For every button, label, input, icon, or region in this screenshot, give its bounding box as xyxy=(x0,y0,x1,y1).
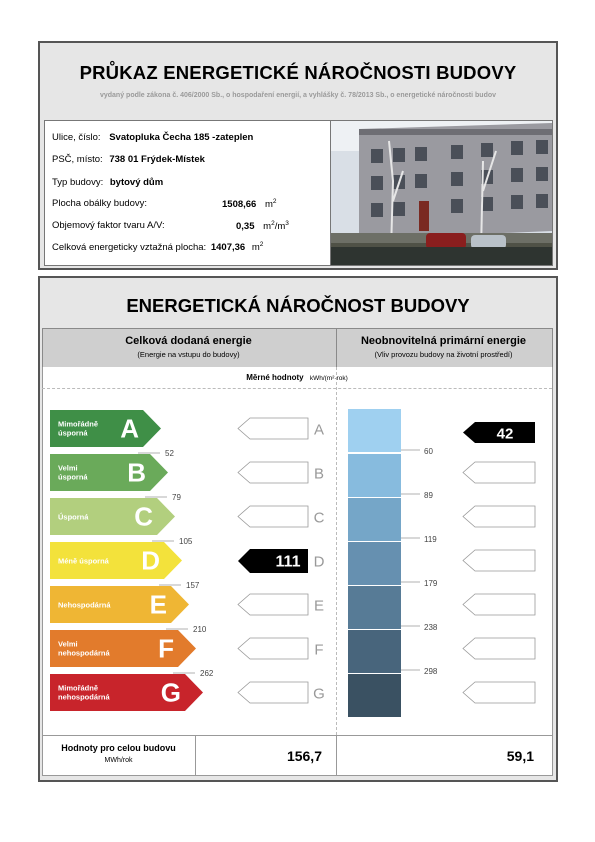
type-value: bytový dům xyxy=(109,177,164,188)
right-column-subtitle: (Vliv provozu budovy na životní prostředí) xyxy=(374,350,513,359)
primary-scale-block-a xyxy=(348,409,401,452)
psc-label: PSČ, místo: xyxy=(52,154,103,165)
right-column-title: Neobnovitelná primární energie xyxy=(360,335,527,347)
footer-right-value: 59,1 xyxy=(506,748,534,764)
class-band-label2-b: úsporná xyxy=(58,472,88,482)
right-empty-arrow-e xyxy=(463,594,535,615)
class-band-label2-a: úsporná xyxy=(58,428,88,438)
type-label: Typ budovy: xyxy=(52,177,104,188)
class-band-letter-d: D xyxy=(141,545,160,576)
class-band-label-a: Mimořádně xyxy=(58,419,99,429)
left-rating-value: 111 xyxy=(275,553,301,571)
primary-scale-block-f xyxy=(348,630,401,673)
class-band-letter-a: A xyxy=(120,413,139,444)
primary-scale-block-g xyxy=(348,674,401,717)
area-unit: m xyxy=(251,242,260,254)
right-tick-b: 89 xyxy=(424,491,433,500)
class-band-letter-g: G xyxy=(160,677,181,708)
street-value: Svatopluka Čecha 185 -zateplen xyxy=(109,132,254,143)
right-tick-e: 238 xyxy=(424,623,438,632)
envelope-unit: m xyxy=(264,199,273,211)
area-value: 1407,36 xyxy=(210,242,246,254)
primary-scale-block-c xyxy=(348,498,401,541)
class-band-label-b: Velmi xyxy=(58,463,78,473)
envelope-label: Plocha obálky budovy: xyxy=(52,198,148,209)
class-band-letter-b: B xyxy=(127,457,146,488)
left-column-title: Celková dodaná energie xyxy=(125,335,252,347)
primary-scale-block-d xyxy=(348,542,401,585)
main-title: ENERGETICKÁ NÁROČNOST BUDOVY xyxy=(126,295,470,316)
footer-left-value: 156,7 xyxy=(286,748,322,764)
left-grey-letter-a: A xyxy=(313,421,325,439)
right-empty-arrow-b xyxy=(463,462,535,483)
left-tick-d: 157 xyxy=(186,581,200,590)
envelope-value: 1508,66 xyxy=(222,199,257,211)
left-empty-arrow-a xyxy=(238,418,308,439)
page-subtitle: vydaný podle zákona č. 406/2000 Sb., o hospodaření energií, a vyhlášky č. 78/2013 Sb., o energetické náročnosti budov xyxy=(99,92,497,99)
left-column-subtitle: (Energie na vstupu do budovy) xyxy=(137,350,240,359)
class-band-label-e: Nehospodárná xyxy=(58,600,111,610)
left-grey-letter-b: B xyxy=(313,465,325,483)
primary-scale-block-b xyxy=(348,454,401,497)
left-empty-arrow-b xyxy=(238,462,308,483)
left-empty-arrow-g xyxy=(238,682,308,703)
right-rating-value: 42 xyxy=(496,425,514,443)
class-band-letter-f: F xyxy=(158,633,174,664)
shape-unit: m xyxy=(263,221,272,233)
class-band-label-d: Méně úsporná xyxy=(58,556,109,566)
area-label: Celková energeticky vztažná plocha: xyxy=(52,242,207,254)
left-empty-arrow-c xyxy=(238,506,308,527)
right-empty-arrow-c xyxy=(463,506,535,527)
left-grey-letter-e: E xyxy=(313,597,325,615)
left-empty-arrow-e xyxy=(238,594,308,615)
shape-value: 0,35 xyxy=(236,221,255,233)
class-band-letter-e: E xyxy=(149,589,167,620)
shape-label: Objemový faktor tvaru A/V: xyxy=(52,220,165,231)
right-tick-a: 60 xyxy=(424,447,433,456)
class-band-letter-c: C xyxy=(134,501,153,532)
left-tick-c: 105 xyxy=(179,537,193,546)
right-tick-f: 298 xyxy=(424,667,438,676)
left-tick-f: 262 xyxy=(200,669,214,678)
footer-label: Hodnoty pro celou budovu xyxy=(61,743,176,753)
left-tick-a: 52 xyxy=(165,449,174,458)
primary-scale-block-e xyxy=(348,586,401,629)
right-tick-d: 179 xyxy=(424,579,438,588)
class-band-label2-f: nehospodárná xyxy=(58,648,110,658)
left-grey-letter-c: C xyxy=(313,509,325,527)
left-grey-letter-g: G xyxy=(313,685,325,703)
right-empty-arrow-f xyxy=(463,638,535,659)
specific-values-label: Měrné hodnoty xyxy=(246,373,304,382)
class-band-label-c: Úsporná xyxy=(58,512,89,522)
street-label: Ulice, číslo: xyxy=(52,132,101,143)
right-empty-arrow-d xyxy=(463,550,535,571)
left-tick-e: 210 xyxy=(193,625,207,634)
class-band-label-g: Mimořádně xyxy=(58,683,99,693)
left-tick-b: 79 xyxy=(172,493,181,502)
right-empty-arrow-g xyxy=(463,682,535,703)
left-grey-letter-d: D xyxy=(313,553,325,571)
left-grey-letter-f: F xyxy=(314,641,324,659)
class-band-label2-g: nehospodárná xyxy=(58,692,110,702)
left-empty-arrow-f xyxy=(238,638,308,659)
right-tick-c: 119 xyxy=(424,535,437,544)
class-band-label-f: Velmi xyxy=(58,639,78,649)
psc-value: 738 01 Frýdek-Místek xyxy=(109,154,205,165)
page-title: PRŮKAZ ENERGETICKÉ NÁROČNOSTI BUDOVY xyxy=(79,62,517,83)
footer-unit: MWh/rok xyxy=(104,757,133,764)
specific-values-unit: kWh/(m²·rok) xyxy=(309,375,348,382)
